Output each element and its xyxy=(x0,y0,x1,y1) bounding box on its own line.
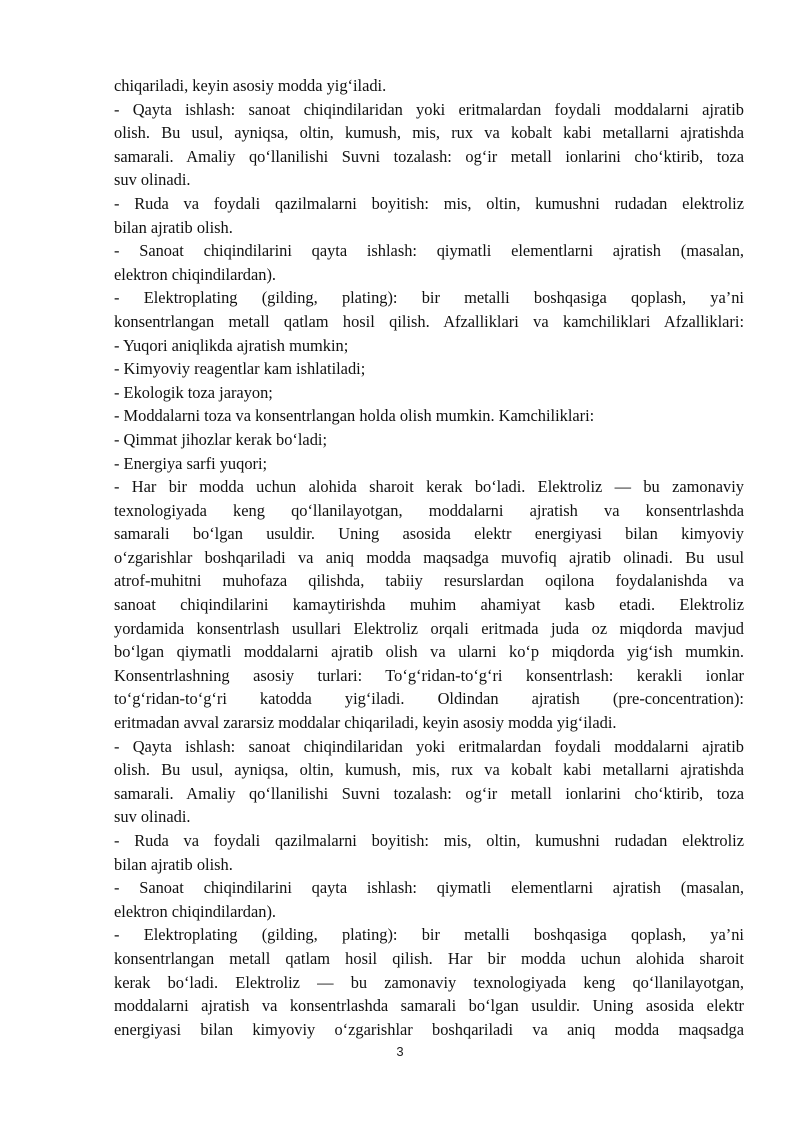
text-line: energiyasi bilan kimyoviy o‘zgarishlar boshqariladi va aniq modda maqsadga xyxy=(114,1019,744,1039)
text-line: olish. Bu usul, ayniqsa, oltin, kumush, mis, rux va kobalt kabi metallarni ajratishda xyxy=(114,123,744,143)
text-line: texnologiyada keng qo‘llanilayotgan, moddalarni ajratish va konsentrlashda xyxy=(114,500,744,520)
text-line: - Ruda va foydali qazilmalarni boyitish: mis, oltin, kumushni rudadan elektroliz xyxy=(114,193,744,213)
text-line: - Ruda va foydali qazilmalarni boyitish: mis, oltin, kumushni rudadan elektroliz xyxy=(114,831,744,850)
text-line: - Kimyoviy reagentlar kam ishlatiladi; xyxy=(114,359,366,379)
text-line: sanoat chiqindilarini kamaytirishda muhim ahamiyat kasb etadi. Elektroliz xyxy=(114,595,744,615)
text-line: moddalarni ajratish va konsentrlashda samarali bo‘lgan usuldir. Uning asosida elektr xyxy=(114,996,744,1016)
text-line: suv olinadi. xyxy=(114,807,191,827)
text-line: atrof-muhitni muhofaza qilishda, tabiiy resurslardan oqilona foydalanishda va xyxy=(114,571,744,591)
text-line: - Qayta ishlash: sanoat chiqindilaridan yoki eritmalardan foydali moddalarni ajratib xyxy=(114,99,744,119)
text-line: elektron chiqindilardan). xyxy=(114,264,277,284)
text-line: - Sanoat chiqindilarini qayta ishlash: qiymatli elementlarni ajratish (masalan, xyxy=(114,878,744,898)
text-line: bo‘lgan qiymatli moddalarni ajratib olish va ularni ko‘p miqdorda yig‘ish mumkin. xyxy=(114,642,744,662)
text-line: eritmadan avval zararsiz moddalar chiqariladi, keyin asosiy modda yig‘iladi. xyxy=(114,713,617,733)
text-line: - Qayta ishlash: sanoat chiqindilaridan yoki eritmalardan foydali moddalarni ajratib xyxy=(114,736,744,756)
text-line: - Energiya sarfi yuqori; xyxy=(114,453,268,473)
text-line: - Elektroplating (gilding, plating): bir metalli boshqasiga qoplash, ya’ni xyxy=(114,288,744,308)
text-line: bilan ajratib olish. xyxy=(114,217,233,237)
text-line: - Elektroplating (gilding, plating): bir metalli boshqasiga qoplash, ya’ni xyxy=(114,925,744,945)
text-line: - Yuqori aniqlikda ajratish mumkin; xyxy=(114,335,349,355)
text-line: bilan ajratib olish. xyxy=(114,854,233,874)
text-line: o‘zgarishlar boshqariladi va aniq modda maqsadga muvofiq ajratib olinadi. Bu usul xyxy=(114,547,744,567)
text-line: kerak bo‘ladi. Elektroliz — bu zamonaviy texnologiyada keng qo‘llanilayotgan, xyxy=(114,972,744,992)
text-line: - Har bir modda uchun alohida sharoit kerak bo‘ladi. Elektroliz — bu zamonaviy xyxy=(114,477,744,497)
text-line: - Qimmat jihozlar kerak bo‘ladi; xyxy=(114,429,328,449)
text-line: elektron chiqindilardan). xyxy=(114,901,277,921)
text-line: yordamida konsentrlash usullari Elektroliz orqali eritmada juda oz miqdorda mavjud xyxy=(114,618,744,638)
text-line: samarali. Amaliy qo‘llanilishi Suvni tozalash: og‘ir metall ionlarini cho‘ktirib, toza xyxy=(114,146,744,166)
text-line: konsentrlangan metall qatlam hosil qilish. Afzalliklari va kamchiliklari Afzalliklari: xyxy=(114,311,744,331)
text-line: - Ekologik toza jarayon; xyxy=(114,382,273,402)
text-line: chiqariladi, keyin asosiy modda yig‘iladi. xyxy=(114,76,387,95)
page-number: 3 xyxy=(396,1044,404,1059)
text-line: Konsentrlashning asosiy turlari: To‘g‘ridan-to‘g‘ri konsentrlash: kerakli ionlar xyxy=(114,665,744,685)
text-line: - Sanoat chiqindilarini qayta ishlash: qiymatli elementlarni ajratish (masalan, xyxy=(114,241,744,261)
text-line: konsentrlangan metall qatlam hosil qilish. Har bir modda uchun alohida sharoit xyxy=(114,948,744,968)
text-line: samarali bo‘lgan usuldir. Uning asosida elektr energiyasi bilan kimyoviy xyxy=(114,524,744,544)
text-line: olish. Bu usul, ayniqsa, oltin, kumush, mis, rux va kobalt kabi metallarni ajratishda xyxy=(114,760,744,780)
document-body xyxy=(114,74,744,1041)
text-line: to‘g‘ridan-to‘g‘ri katodda yig‘iladi. Oldindan ajratish (pre-concentration): xyxy=(114,689,744,709)
text-line: samarali. Amaliy qo‘llanilishi Suvni tozalash: og‘ir metall ionlarini cho‘ktirib, toza xyxy=(114,783,744,803)
text-line: suv olinadi. xyxy=(114,170,191,190)
text-line: - Moddalarni toza va konsentrlangan holda olish mumkin. Kamchiliklari: xyxy=(114,406,595,426)
